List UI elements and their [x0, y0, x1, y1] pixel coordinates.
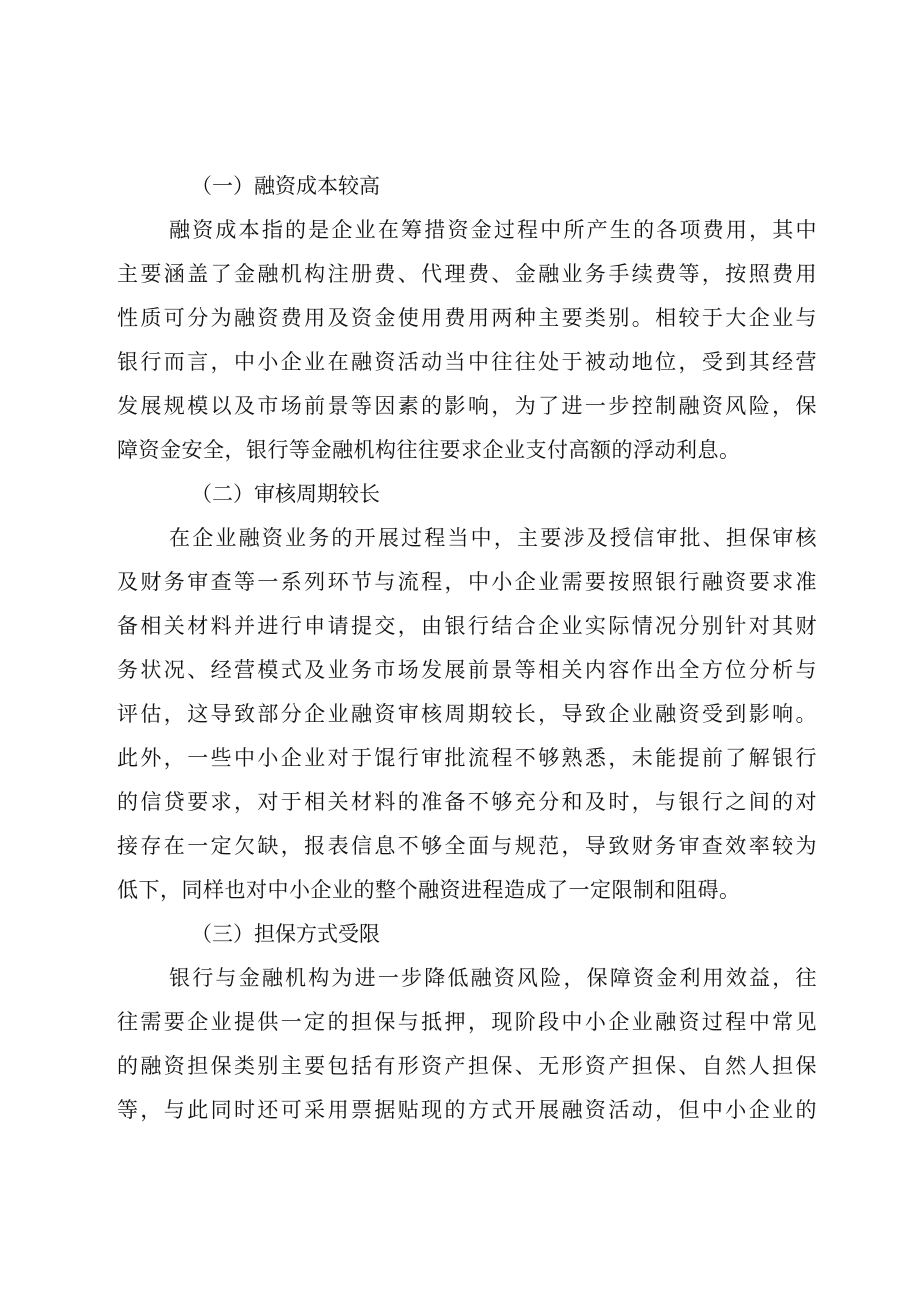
paragraph-line: 银行而言，中小企业在融资活动当中往往处于被动地位，受到其经营 [117, 350, 817, 374]
paragraph-line: 的融资担保类别主要包括有形资产担保、无形资产担保、自然人担保 [117, 1054, 817, 1078]
document-page [117, 164, 817, 1132]
paragraph-line: 等，与此同时还可采用票据贴现的方式开展融资活动，但中小企业的 [117, 1098, 817, 1122]
paragraph-line: 往需要企业提供一定的担保与抵押，现阶段中小企业融资过程中常见 [117, 1010, 817, 1034]
section-heading-2: （二）审核周期较长 [191, 482, 380, 506]
paragraph-line: 发展规模以及市场前景等因素的影响，为了进一步控制融资风险，保 [117, 394, 817, 418]
paragraph-line: 银行与金融机构为进一步降低融资风险，保障资金利用效益，往 [169, 966, 817, 990]
paragraph-line: 务状况、经营模式及业务市场发展前景等相关内容作出全方位分析与 [117, 658, 817, 682]
paragraph-line: 的信贷要求，对于相关材料的准备不够充分和及时，与银行之间的对 [117, 790, 817, 814]
paragraph-line: 此外，一些中小企业对于馄行审批流程不够熟悉，未能提前了解银行 [117, 746, 817, 770]
paragraph-line: 及财务审查等一系列环节与流程，中小企业需要按照银行融资要求准 [117, 570, 817, 594]
paragraph-line: 性质可分为融资费用及资金使用费用两种主要类别。相较于大企业与 [117, 306, 817, 330]
paragraph-line: 接存在一定欠缺，报表信息不够全面与规范，导致财务审查效率较为 [117, 834, 817, 858]
paragraph-line: 障资金安全，银行等金融机构往往要求企业支付高额的浮动利息。 [117, 438, 741, 462]
section-heading-3: （三）担保方式受限 [191, 922, 380, 946]
paragraph-line: 备相关材料并进行申请提交，由银行结合企业实际情况分别针对其财 [117, 614, 817, 638]
paragraph-line: 低下，同样也对中小企业的整个融资进程造成了一定限制和阻碍。 [117, 878, 741, 902]
paragraph-line: 评估，这导致部分企业融资审核周期较长，导致企业融资受到影响。 [117, 702, 817, 726]
paragraph-line: 在企业融资业务的开展过程当中，主要涉及授信审批、担保审核 [169, 526, 817, 550]
section-heading-1: （一）融资成本较高 [191, 174, 380, 198]
paragraph-line: 主要涵盖了金融机构注册费、代理费、金融业务手续费等，按照费用 [117, 262, 817, 286]
paragraph-line: 融资成本指的是企业在筹措资金过程中所产生的各项费用，其中 [169, 218, 817, 242]
